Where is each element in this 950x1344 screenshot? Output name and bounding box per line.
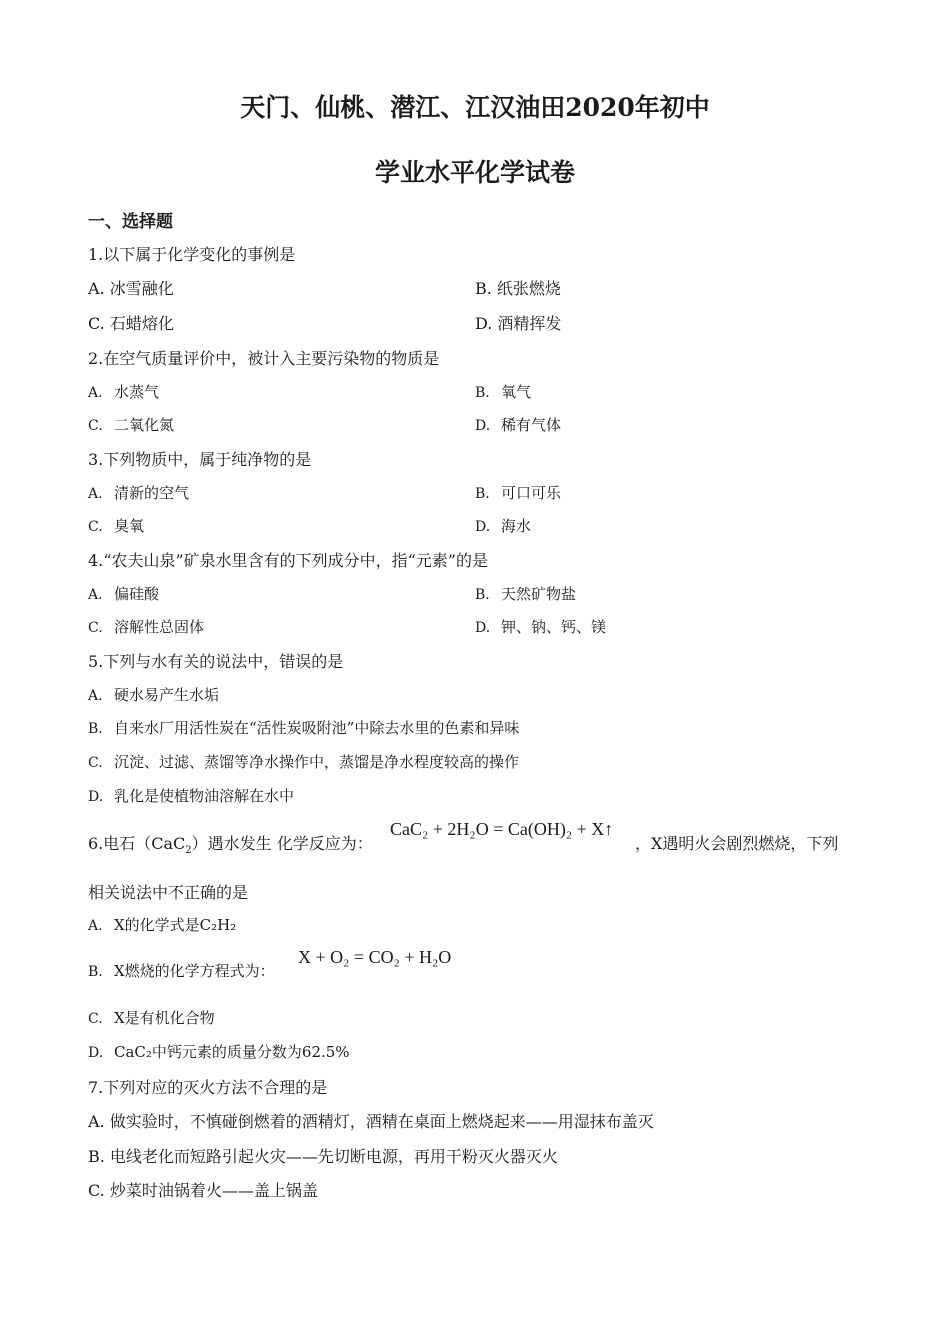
option-text: X的化学式是C₂H₂ bbox=[114, 916, 237, 934]
option-letter: D. bbox=[475, 418, 491, 434]
q6-equation: CaC₂ + 2H₂O = Ca(OH)₂ + X↑ bbox=[390, 819, 614, 839]
option-letter: B. bbox=[475, 385, 490, 401]
q4-option-b bbox=[475, 583, 576, 604]
q7-option-c: C. 炒菜时油锅着火——盖上锅盖 bbox=[88, 1181, 318, 1200]
option-text: CaC₂中钙元素的质量分数为62.5% bbox=[114, 1043, 350, 1061]
q5-option-b bbox=[88, 717, 519, 738]
q6-stem-part: 6.电石（CaC bbox=[88, 834, 186, 853]
option-letter: D. bbox=[475, 620, 491, 636]
option-letter: D. bbox=[88, 789, 104, 805]
option-letter: C. bbox=[88, 620, 103, 636]
q6-stem-part: ）遇水发生 化学反应为： bbox=[191, 834, 373, 853]
q3-stem: 3.下列物质中，属于纯净物的是 bbox=[88, 450, 312, 469]
q6-option-b bbox=[88, 960, 275, 981]
option-text: 钾、钠、钙、镁 bbox=[501, 618, 607, 636]
q4-option-c bbox=[88, 616, 204, 637]
q2-stem: 2.在空气质量评价中，被计入主要污染物的物质是 bbox=[88, 349, 440, 368]
option-text: 硬水易产生水垢 bbox=[114, 686, 220, 704]
q2-option-b bbox=[475, 381, 531, 402]
option-letter: B. bbox=[88, 964, 103, 980]
q6-option-a bbox=[88, 914, 236, 935]
q2-option-d bbox=[475, 414, 561, 435]
q6-stem-tail: ，X遇明火会剧烈燃烧，下列 bbox=[635, 834, 839, 853]
q2-option-c bbox=[88, 414, 174, 435]
title-line-2: 学业水平化学试卷 bbox=[374, 158, 575, 187]
option-text: 水蒸气 bbox=[114, 383, 160, 401]
option-letter: D. bbox=[88, 1045, 104, 1061]
option-text: X燃烧的化学方程式为： bbox=[114, 962, 275, 980]
q2-option-a bbox=[88, 381, 159, 402]
title-line-1: 天门、仙桃、潜江、江汉油田2020年初中 bbox=[240, 93, 710, 122]
option-letter: C. bbox=[88, 418, 103, 434]
option-text: X是有机化合物 bbox=[114, 1009, 215, 1027]
option-letter: B. bbox=[475, 486, 490, 502]
q5-option-a bbox=[88, 684, 219, 705]
option-text: 沉淀、过滤、蒸馏等净水操作中，蒸馏是净水程度较高的操作 bbox=[114, 753, 520, 771]
option-text: 海水 bbox=[501, 517, 532, 535]
option-letter: A. bbox=[88, 688, 103, 704]
q3-option-c bbox=[88, 515, 144, 536]
option-letter: A. bbox=[88, 385, 103, 401]
q4-option-d bbox=[475, 616, 606, 637]
q6-option-d bbox=[88, 1041, 350, 1062]
option-text: 偏硅酸 bbox=[114, 585, 160, 603]
q1-stem: 1.以下属于化学变化的事例是 bbox=[88, 245, 296, 264]
option-letter: D. bbox=[475, 519, 491, 535]
option-letter: C. bbox=[88, 519, 103, 535]
option-text: 乳化是使植物油溶解在水中 bbox=[114, 787, 295, 805]
option-letter: A. bbox=[88, 587, 103, 603]
q1-option-a: A. 冰雪融化 bbox=[88, 279, 174, 298]
option-text: 溶解性总固体 bbox=[114, 618, 205, 636]
option-text: 二氧化氮 bbox=[114, 416, 175, 434]
option-text: 稀有气体 bbox=[501, 416, 562, 434]
q6-stem-line-2: 相关说法中不正确的是 bbox=[88, 883, 249, 902]
q3-option-b bbox=[475, 482, 561, 503]
option-text: 天然矿物盐 bbox=[501, 585, 577, 603]
option-letter: C. bbox=[88, 1011, 103, 1027]
option-text: 清新的空气 bbox=[114, 484, 190, 502]
q4-stem: 4.“农夫山泉”矿泉水里含有的下列成分中，指“元素”的是 bbox=[88, 551, 488, 570]
q6-stem-sub: 2 bbox=[185, 845, 192, 857]
q1-option-c: C. 石蜡熔化 bbox=[88, 314, 174, 333]
q6-option-b-equation: X + O₂ = CO₂ + H₂O bbox=[298, 947, 452, 967]
option-text: 臭氧 bbox=[114, 517, 145, 535]
q3-option-d bbox=[475, 515, 531, 536]
q7-option-a: A. 做实验时，不慎碰倒燃着的酒精灯，酒精在桌面上燃烧起来——用湿抹布盖灭 bbox=[88, 1112, 654, 1131]
q5-option-d bbox=[88, 785, 294, 806]
q5-stem: 5.下列与水有关的说法中，错误的是 bbox=[88, 652, 344, 671]
option-letter: C. bbox=[88, 755, 103, 771]
q7-stem: 7.下列对应的灭火方法不合理的是 bbox=[88, 1078, 328, 1097]
q3-option-a bbox=[88, 482, 189, 503]
q1-option-b: B. 纸张燃烧 bbox=[475, 279, 561, 298]
option-letter: A. bbox=[88, 918, 103, 934]
option-letter: B. bbox=[475, 587, 490, 603]
q7-option-b: B. 电线老化而短路引起火灾——先切断电源，再用干粉灭火器灭火 bbox=[88, 1147, 558, 1166]
option-letter: B. bbox=[88, 721, 103, 737]
option-text: 可口可乐 bbox=[501, 484, 562, 502]
q6-stem bbox=[88, 831, 373, 856]
q4-option-a bbox=[88, 583, 159, 604]
section-heading: 一、选择题 bbox=[88, 212, 173, 232]
option-letter: A. bbox=[88, 486, 103, 502]
q6-option-c bbox=[88, 1007, 215, 1028]
q5-option-c bbox=[88, 751, 519, 772]
q1-option-d: D. 酒精挥发 bbox=[475, 314, 562, 333]
option-text: 自来水厂用活性炭在“活性炭吸附池”中除去水里的色素和异味 bbox=[114, 719, 520, 737]
option-text: 氧气 bbox=[501, 383, 532, 401]
